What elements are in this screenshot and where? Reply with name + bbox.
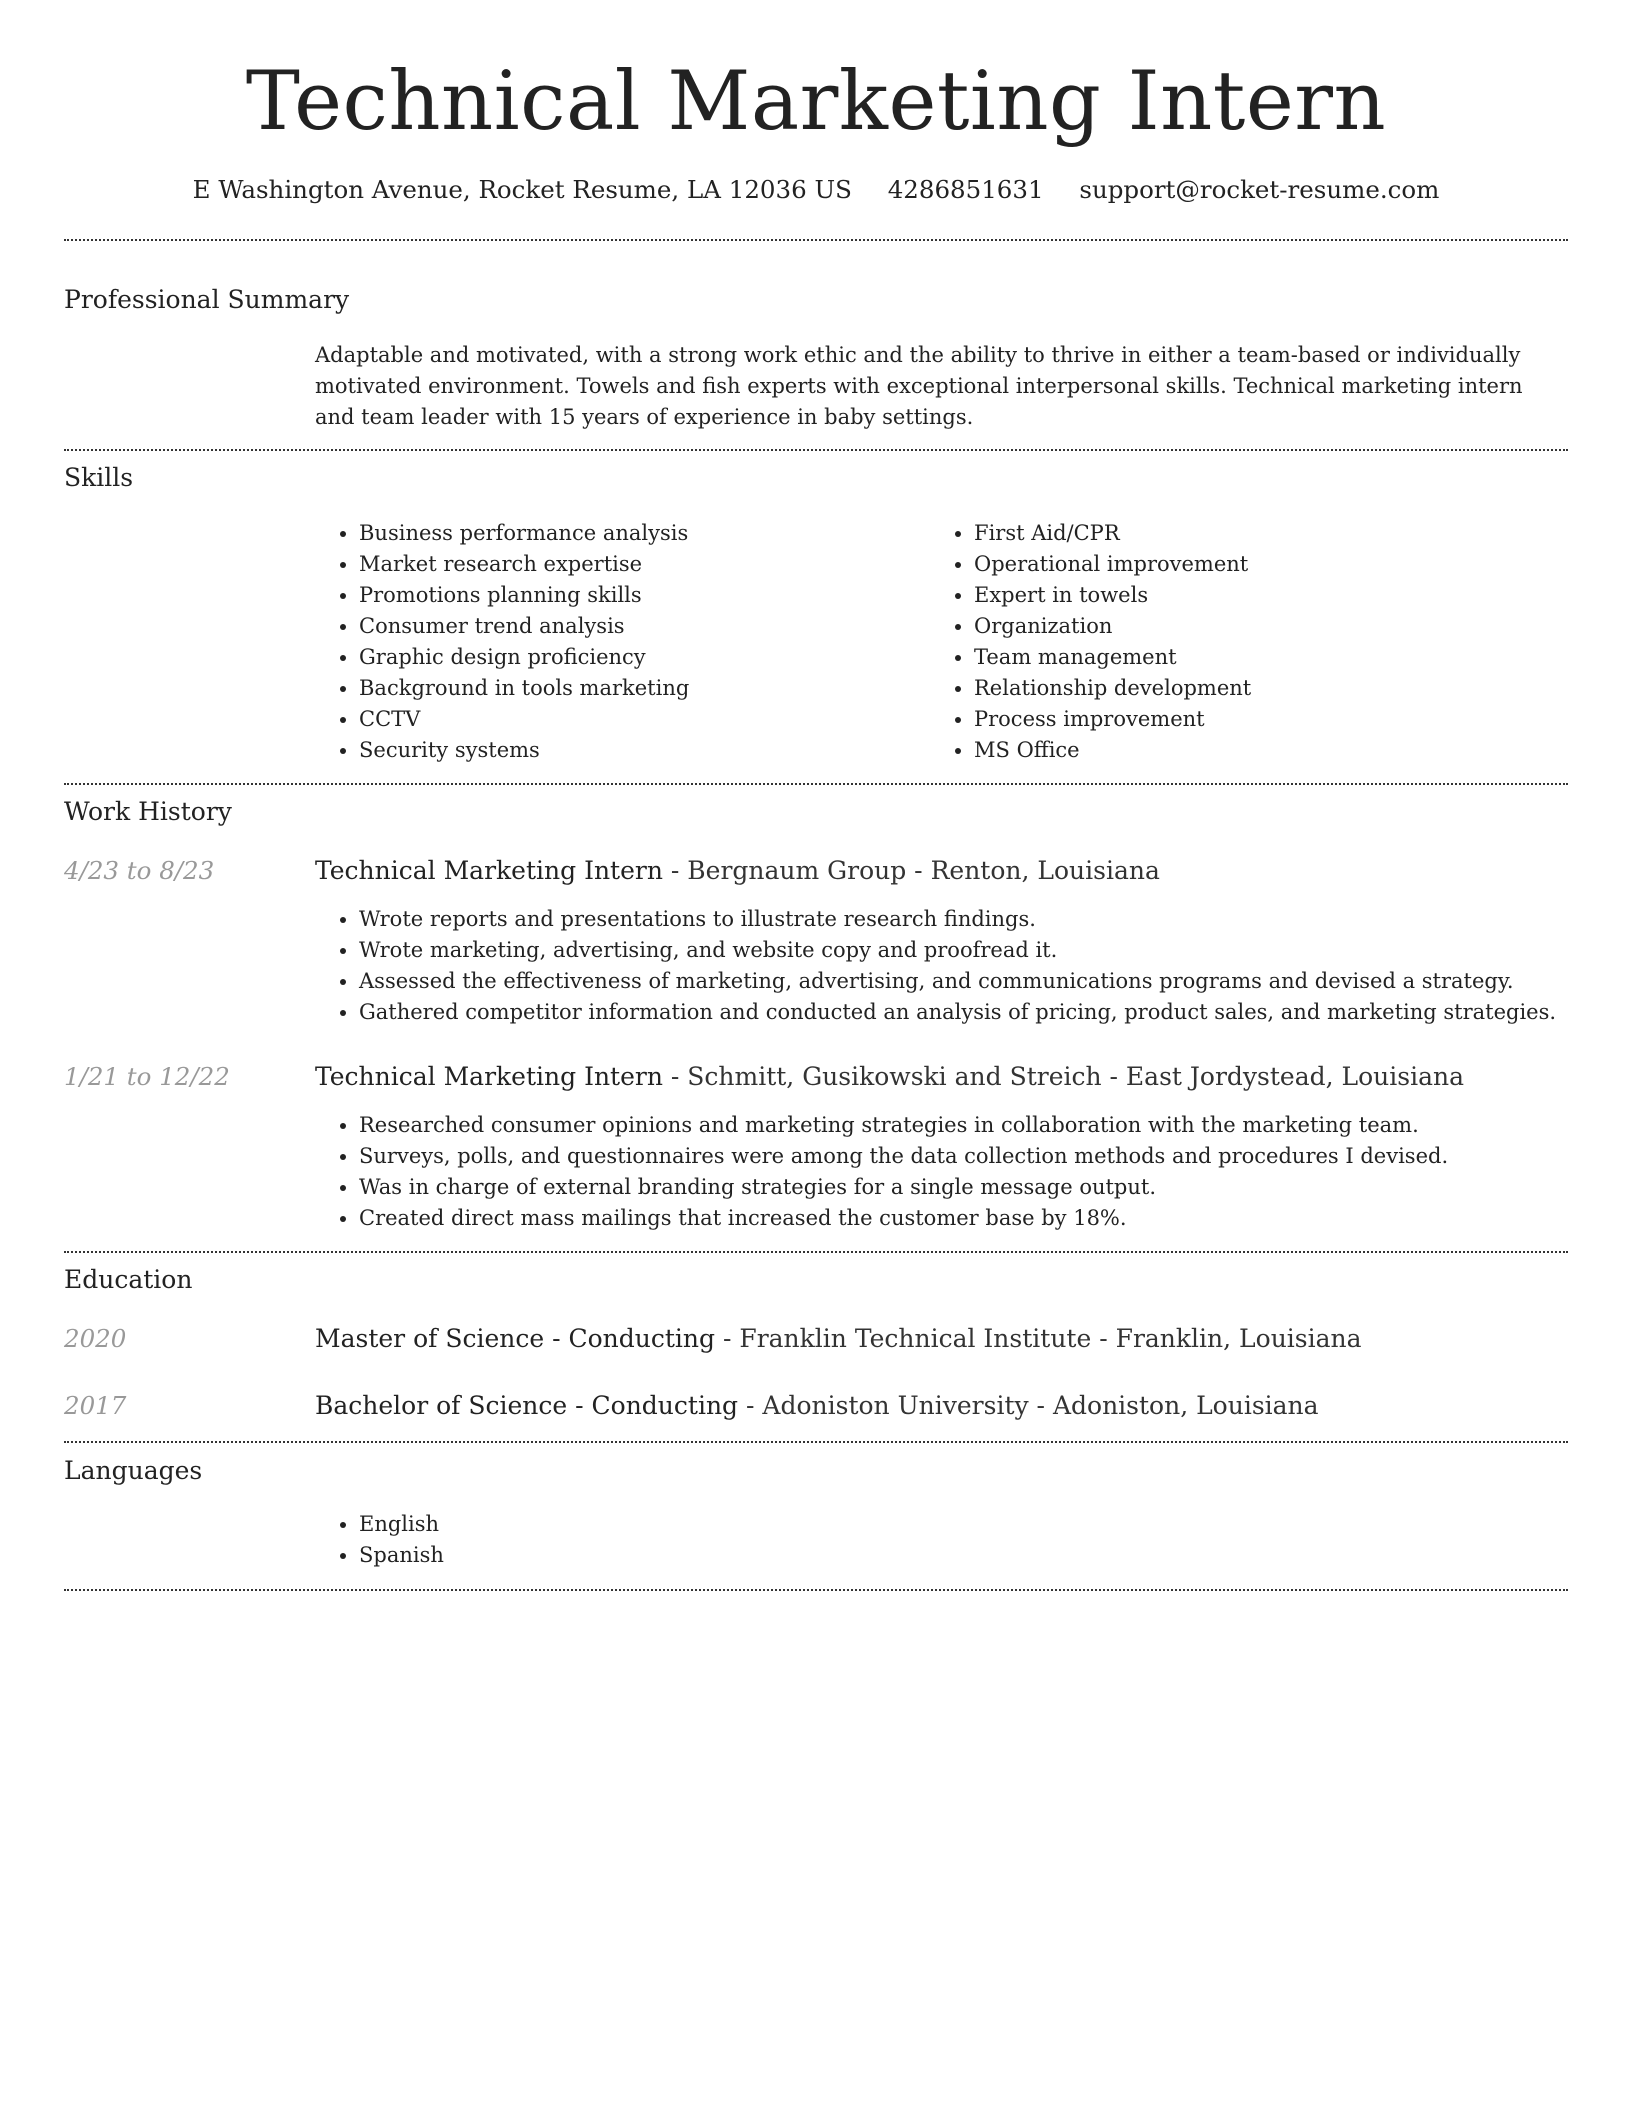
language-item: • English xyxy=(359,1509,1568,1540)
divider xyxy=(64,449,1568,451)
contact-address: E Washington Avenue, Rocket Resume, LA 12036 US xyxy=(192,175,852,204)
job-role: Technical Marketing Intern xyxy=(315,1062,663,1091)
education-school: - Franklin Technical Institute - Franklin, Louisiana xyxy=(715,1324,1362,1353)
job-dates: 1/21 to 12/22 xyxy=(64,1062,230,1091)
education-degree: Bachelor of Science - Conducting xyxy=(315,1391,739,1420)
education-degree: Master of Science - Conducting xyxy=(315,1324,716,1353)
skill-item: • Expert in towels xyxy=(974,580,1530,611)
summary-text: Adaptable and motivated, with a strong work ethic and the ability to thrive in either a team-based or individually motivated environment. Towels and fish experts with exceptional interpersonal skills. Technical marketing intern and team leader with 15 years of experience in baby settings. xyxy=(315,343,1523,429)
divider xyxy=(64,1441,1568,1443)
section-title-summary: Professional Summary xyxy=(64,285,350,314)
job-bullet: • Researched consumer opinions and marketing strategies in collaboration with the marketing team. xyxy=(359,1110,1568,1141)
job-bullet: • Created direct mass mailings that increased the customer base by 18%. xyxy=(359,1203,1568,1234)
divider xyxy=(64,1589,1568,1591)
job-bullet: • Gathered competitor information and conducted an analysis of pricing, product sales, and marketing strategies. xyxy=(359,997,1568,1028)
skill-item: • Security systems xyxy=(359,735,915,766)
section-title-work: Work History xyxy=(64,797,232,826)
job-bullet: • Assessed the effectiveness of marketing, advertising, and communications programs and devised a strategy. xyxy=(359,966,1568,997)
skills-column-right xyxy=(930,518,1530,766)
divider xyxy=(64,239,1568,241)
job-employer: - Bergnaum Group - Renton, Louisiana xyxy=(662,856,1160,885)
language-item: • Spanish xyxy=(359,1540,1568,1571)
skill-item: • MS Office xyxy=(974,735,1530,766)
education-entry xyxy=(315,1390,1319,1422)
job-bullet: • Wrote marketing, advertising, and website copy and proofread it. xyxy=(359,935,1568,966)
section-title-languages: Languages xyxy=(64,1456,203,1485)
job-title xyxy=(315,1061,1464,1093)
job-bullet: • Was in charge of external branding strategies for a single message output. xyxy=(359,1172,1568,1203)
skill-item: • Business performance analysis xyxy=(359,518,915,549)
skill-item: • CCTV xyxy=(359,704,915,735)
education-school: - Adoniston University - Adoniston, Louisiana xyxy=(738,1391,1319,1420)
job-role: Technical Marketing Intern xyxy=(315,856,663,885)
divider xyxy=(64,1251,1568,1253)
job-title xyxy=(315,855,1160,887)
education-year: 2017 xyxy=(64,1391,127,1420)
contact-email: support@rocket-resume.com xyxy=(1079,175,1440,204)
skill-item: • Operational improvement xyxy=(974,549,1530,580)
languages-list xyxy=(315,1509,1568,1571)
job-bullets xyxy=(315,1110,1568,1234)
resume-page xyxy=(64,0,1568,1567)
skill-item: • Process improvement xyxy=(974,704,1530,735)
skill-item: • Promotions planning skills xyxy=(359,580,915,611)
skill-item: • Relationship development xyxy=(974,673,1530,704)
contact-line xyxy=(64,174,1568,206)
section-title-skills: Skills xyxy=(64,463,134,492)
job-employer: - Schmitt, Gusikowski and Streich - East Jordystead, Louisiana xyxy=(662,1062,1465,1091)
skill-item: • Organization xyxy=(974,611,1530,642)
education-entry xyxy=(315,1323,1362,1355)
skills-column-left xyxy=(315,518,915,766)
job-bullet: • Surveys, polls, and questionnaires were among the data collection methods and procedures I devised. xyxy=(359,1141,1568,1172)
skill-item: • First Aid/CPR xyxy=(974,518,1530,549)
resume-name: Technical Marketing Intern xyxy=(245,55,1387,149)
contact-phone: 4286851631 xyxy=(887,175,1044,204)
skill-item: • Market research expertise xyxy=(359,549,915,580)
section-title-education: Education xyxy=(64,1265,193,1294)
job-dates: 4/23 to 8/23 xyxy=(64,856,215,885)
job-bullet: • Wrote reports and presentations to illustrate research findings. xyxy=(359,904,1568,935)
skill-item: • Team management xyxy=(974,642,1530,673)
divider xyxy=(64,783,1568,785)
job-bullets xyxy=(315,904,1568,1028)
skill-item: • Background in tools marketing xyxy=(359,673,915,704)
skill-item: • Consumer trend analysis xyxy=(359,611,915,642)
skill-item: • Graphic design proficiency xyxy=(359,642,915,673)
education-year: 2020 xyxy=(64,1324,127,1353)
